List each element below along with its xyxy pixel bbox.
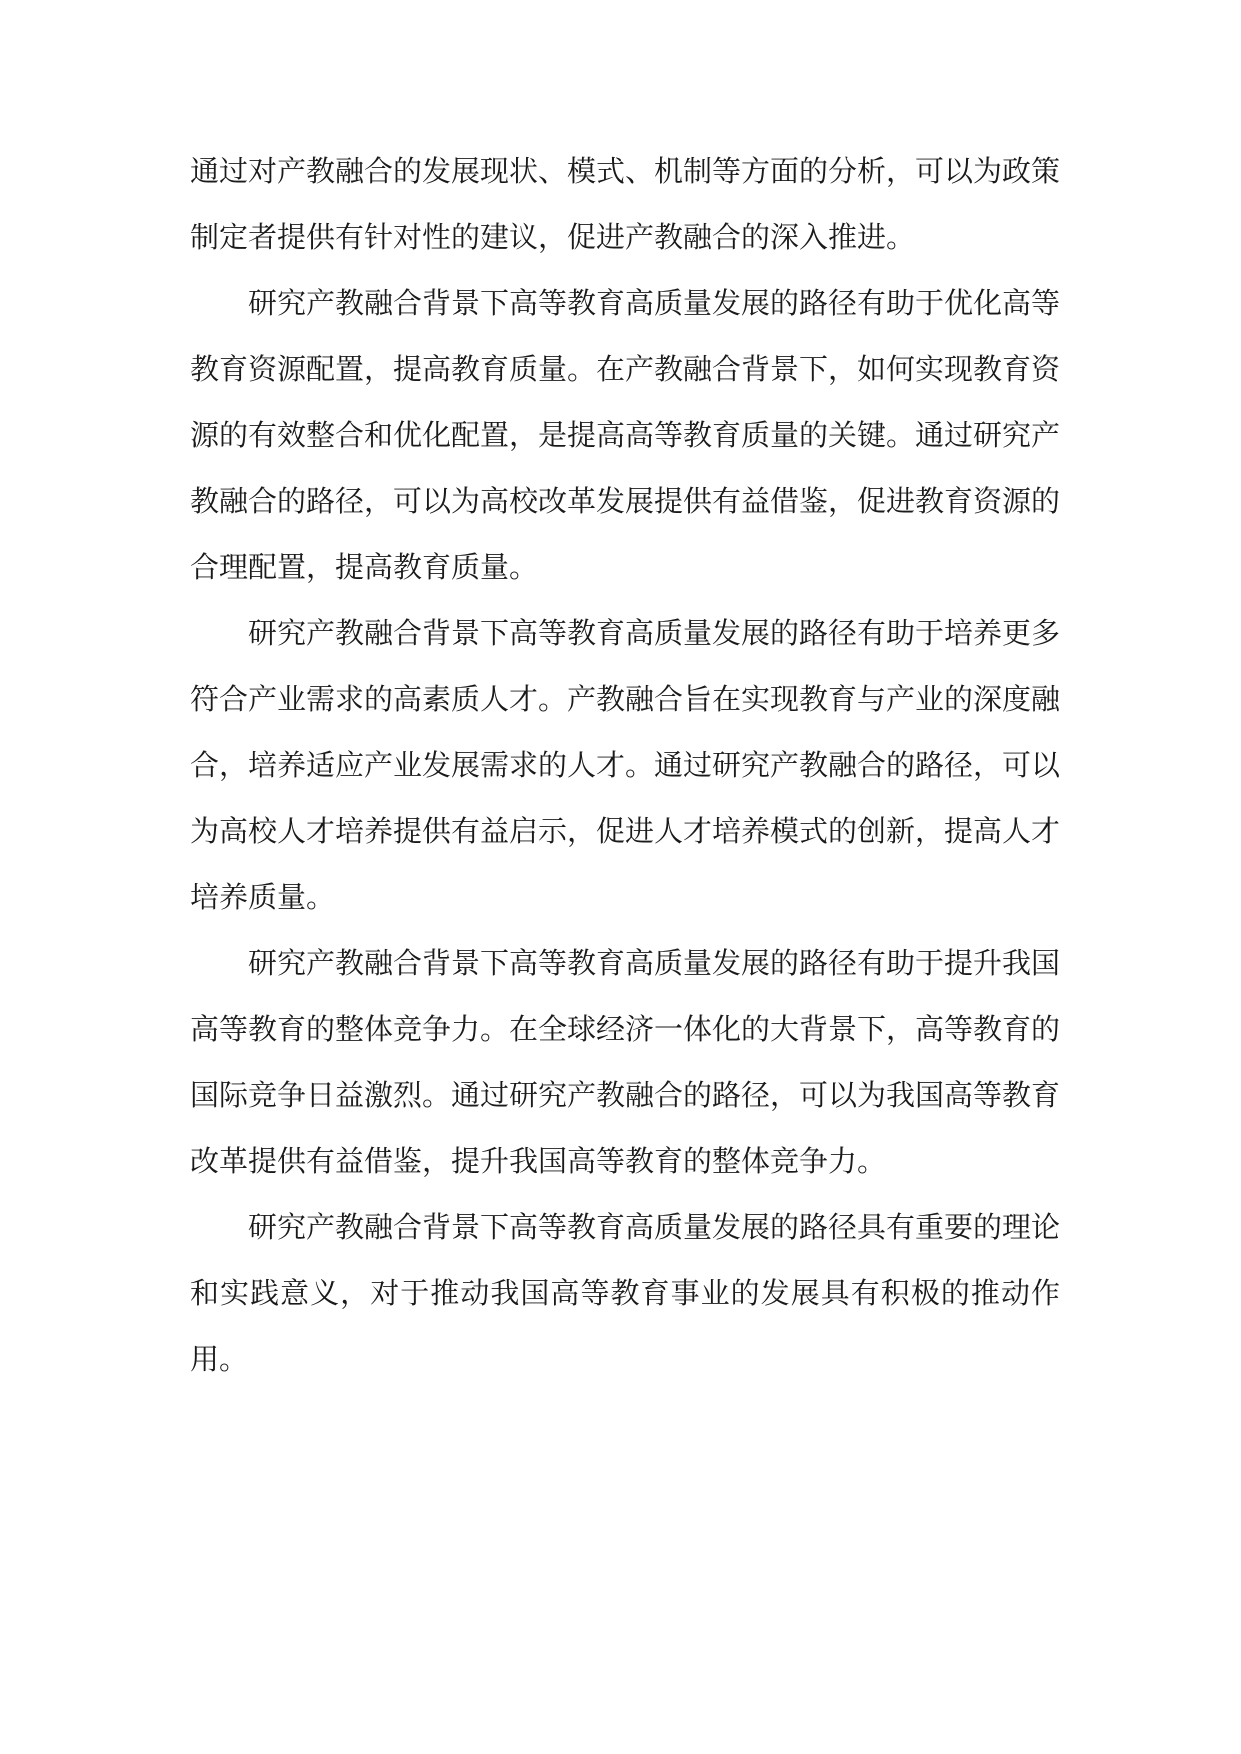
paragraph-2: 研究产教融合背景下高等教育高质量发展的路径有助于优化高等教育资源配置，提高教育质量。在产教融合背景下，如何实现教育资源的有效整合和优化配置，是提高高等教育质量的关键。通过研究产教融合的路径，可以为高校改革发展提供有益借鉴，促进教育资源的合理配置，提高教育质量。 xyxy=(190,286,1061,584)
paragraph-5: 研究产教融合背景下高等教育高质量发展的路径具有重要的理论和实践意义，对于推动我国高等教育事业的发展具有积极的推动作用。 xyxy=(190,1210,1061,1376)
document-body xyxy=(190,138,1060,1392)
paragraph-1: 通过对产教融合的发展现状、模式、机制等方面的分析，可以为政策制定者提供有针对性的建议，促进产教融合的深入推进。 xyxy=(190,154,1061,254)
paragraph-4: 研究产教融合背景下高等教育高质量发展的路径有助于提升我国高等教育的整体竞争力。在全球经济一体化的大背景下，高等教育的国际竞争日益激烈。通过研究产教融合的路径，可以为我国高等教育改革提供有益借鉴，提升我国高等教育的整体竞争力。 xyxy=(190,946,1061,1178)
paragraph-3: 研究产教融合背景下高等教育高质量发展的路径有助于培养更多符合产业需求的高素质人才。产教融合旨在实现教育与产业的深度融合，培养适应产业发展需求的人才。通过研究产教融合的路径，可以为高校人才培养提供有益启示，促进人才培养模式的创新，提高人才培养质量。 xyxy=(190,616,1061,914)
